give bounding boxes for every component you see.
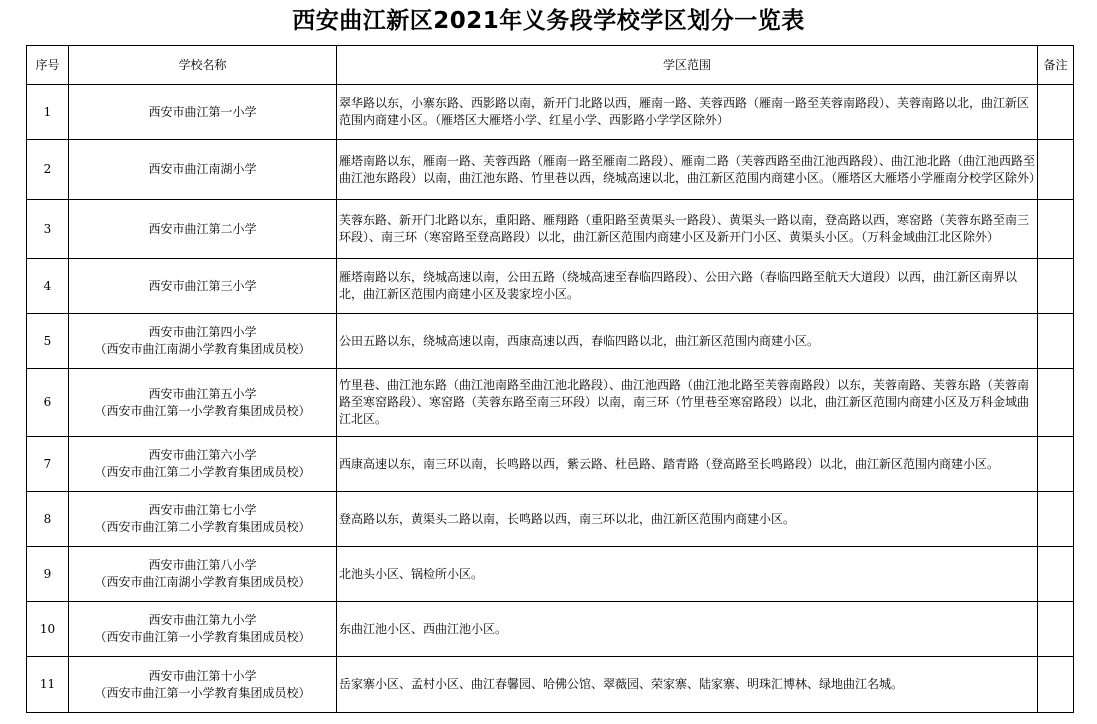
school-name: 西安市曲江南湖小学 xyxy=(148,162,257,176)
district-scope: 雁塔南路以东，雁南一路、芙蓉西路（雁南一路至雁南二路段）、雁南二路（芙蓉西路至曲江池西路段）、曲江池北路（曲江池西路至曲江池东路段）以南，曲江池东路、竹里巷以西，绕城高速以北，曲江新区范围内商建小区。（雁塔区大雁塔小学雁南分校学区除外） xyxy=(337,140,1038,200)
school-group: （西安市曲江第二小学教育集团成员校） xyxy=(94,520,311,534)
table-row xyxy=(27,85,1074,140)
remark xyxy=(1038,547,1074,602)
school-name: 西安市曲江第七小学 xyxy=(148,503,257,517)
header-area: 学区范围 xyxy=(337,46,1038,85)
district-scope: 东曲江池小区、西曲江池小区。 xyxy=(337,602,1038,657)
district-scope: 北池头小区、锅检所小区。 xyxy=(337,547,1038,602)
school-name-cell xyxy=(69,657,337,713)
district-scope: 岳家寨小区、孟村小区、曲江春馨园、哈佛公馆、翠薇园、荣家寨、陆家寨、明珠汇博林、绿地曲江名城。 xyxy=(337,657,1038,713)
district-scope: 西康高速以东，南三环以南，长鸣路以西，紫云路、杜邑路、踏青路（登高路至长鸣路段）以北，曲江新区范围内商建小区。 xyxy=(337,437,1038,492)
row-number: 3 xyxy=(27,200,69,259)
school-name-cell xyxy=(69,140,337,200)
school-name: 西安市曲江第六小学 xyxy=(148,448,257,462)
district-scope: 竹里巷、曲江池东路（曲江池南路至曲江池北路段）、曲江池西路（曲江池北路至芙蓉南路段）以东，芙蓉南路、芙蓉东路（芙蓉南路至寒窑路段）、寒窑路（芙蓉东路至南三环段）以南，南三环（竹里巷至寒窑路段）以北，曲江新区范围内商建小区及万科金域曲江北区。 xyxy=(337,369,1038,437)
school-name: 西安市曲江第五小学 xyxy=(148,386,257,401)
remark xyxy=(1038,85,1074,140)
table-row xyxy=(27,547,1074,602)
row-number: 8 xyxy=(27,492,69,547)
school-name-cell xyxy=(69,200,337,259)
school-group: （西安市曲江第二小学教育集团成员校） xyxy=(94,465,311,479)
table-row xyxy=(27,314,1074,369)
school-name: 西安市曲江第八小学 xyxy=(148,558,257,572)
row-number: 6 xyxy=(27,369,69,437)
school-name-cell xyxy=(69,602,337,657)
school-name-cell xyxy=(69,437,337,492)
district-scope: 芙蓉东路、新开门北路以东，重阳路、雁翔路（重阳路至黄渠头一路段）、黄渠头一路以南，登高路以西，寒窑路（芙蓉东路至南三环段）、南三环（寒窑路至登高路段）以北，曲江新区范围内商建小区及新开门小区、黄渠头小区。（万科金域曲江北区除外） xyxy=(337,200,1038,259)
school-name-cell xyxy=(69,492,337,547)
row-number: 1 xyxy=(27,85,69,140)
header-num: 序号 xyxy=(27,46,69,85)
page-title: 西安曲江新区2021年义务段学校学区划分一览表 xyxy=(292,8,805,34)
remark xyxy=(1038,200,1074,259)
school-name-cell xyxy=(69,85,337,140)
header-name: 学校名称 xyxy=(69,46,337,85)
district-scope: 翠华路以东，小寨东路、西影路以南，新开门北路以西，雁南一路、芙蓉西路（雁南一路至芙蓉南路段）、芙蓉南路以北，曲江新区范围内商建小区。（雁塔区大雁塔小学、红星小学、西影路小学学区除外） xyxy=(337,85,1038,140)
district-scope: 公田五路以东，绕城高速以南，西康高速以西，春临四路以北，曲江新区范围内商建小区。 xyxy=(337,314,1038,369)
school-group: （西安市曲江第一小学教育集团成员校） xyxy=(94,685,311,700)
table-row xyxy=(27,492,1074,547)
row-number: 2 xyxy=(27,140,69,200)
school-name-cell xyxy=(69,314,337,369)
remark xyxy=(1038,492,1074,547)
remark xyxy=(1038,314,1074,369)
table-row xyxy=(27,369,1074,437)
remark xyxy=(1038,140,1074,200)
district-table xyxy=(26,45,1074,713)
district-scope: 登高路以东，黄渠头二路以南，长鸣路以西，南三环以北，曲江新区范围内商建小区。 xyxy=(337,492,1038,547)
remark xyxy=(1038,437,1074,492)
table-row xyxy=(27,259,1074,314)
school-name: 西安市曲江第二小学 xyxy=(148,221,257,236)
header-row xyxy=(27,46,1074,85)
school-group: （西安市曲江南湖小学教育集团成员校） xyxy=(94,342,311,356)
row-number: 5 xyxy=(27,314,69,369)
school-name-cell xyxy=(69,369,337,437)
table-row xyxy=(27,657,1074,713)
school-group: （西安市曲江南湖小学教育集团成员校） xyxy=(94,575,311,589)
row-number: 9 xyxy=(27,547,69,602)
remark xyxy=(1038,602,1074,657)
row-number: 7 xyxy=(27,437,69,492)
remark xyxy=(1038,259,1074,314)
school-name-cell xyxy=(69,547,337,602)
remark xyxy=(1038,369,1074,437)
school-group: （西安市曲江第一小学教育集团成员校） xyxy=(94,630,311,644)
school-name: 西安市曲江第九小学 xyxy=(148,613,257,627)
row-number: 4 xyxy=(27,259,69,314)
row-number: 11 xyxy=(27,657,69,713)
table-row xyxy=(27,140,1074,200)
school-name: 西安市曲江第一小学 xyxy=(148,104,257,119)
school-name: 西安市曲江第四小学 xyxy=(148,325,257,339)
school-name: 西安市曲江第十小学 xyxy=(148,668,257,683)
header-note: 备注 xyxy=(1038,46,1074,85)
row-number: 10 xyxy=(27,602,69,657)
table-row xyxy=(27,437,1074,492)
district-scope: 雁塔南路以东，绕城高速以南，公田五路（绕城高速至春临四路段）、公田六路（春临四路至航天大道段）以西，曲江新区南界以北，曲江新区范围内商建小区及裴家埪小区。 xyxy=(337,259,1038,314)
table-row xyxy=(27,200,1074,259)
remark xyxy=(1038,657,1074,713)
school-name-cell xyxy=(69,259,337,314)
school-group: （西安市曲江第一小学教育集团成员校） xyxy=(94,403,311,418)
table-row xyxy=(27,602,1074,657)
school-name: 西安市曲江第三小学 xyxy=(148,278,257,293)
